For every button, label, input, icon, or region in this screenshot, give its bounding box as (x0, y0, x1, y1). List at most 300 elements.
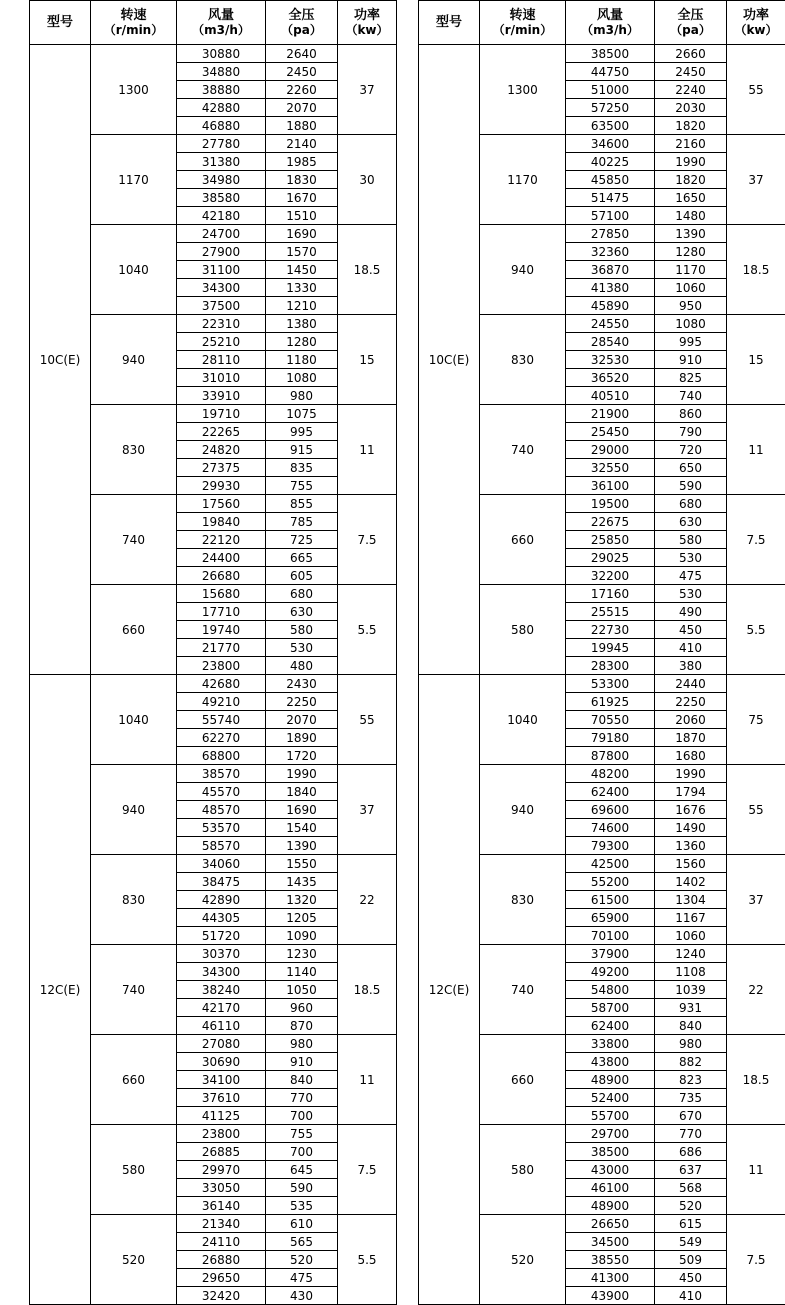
airflow-cell: 21900 (566, 405, 655, 423)
airflow-cell: 38580 (177, 189, 266, 207)
airflow-cell: 19945 (566, 639, 655, 657)
pressure-cell: 1880 (266, 117, 338, 135)
pressure-cell: 2070 (266, 99, 338, 117)
airflow-cell: 29970 (177, 1161, 266, 1179)
pressure-cell: 1650 (655, 189, 727, 207)
airflow-cell: 57250 (566, 99, 655, 117)
pressure-cell: 755 (266, 477, 338, 495)
airflow-cell: 34100 (177, 1071, 266, 1089)
pressure-cell: 1205 (266, 909, 338, 927)
model-name-cell: 10C(E) (30, 45, 91, 675)
airflow-cell: 26680 (177, 567, 266, 585)
pressure-cell: 2440 (655, 675, 727, 693)
power-cell: 11 (338, 405, 397, 495)
pressure-cell: 1360 (655, 837, 727, 855)
power-cell: 7.5 (338, 1125, 397, 1215)
pressure-cell: 1090 (266, 927, 338, 945)
pressure-cell: 535 (266, 1197, 338, 1215)
airflow-cell: 32550 (566, 459, 655, 477)
airflow-cell: 58700 (566, 999, 655, 1017)
airflow-cell: 19710 (177, 405, 266, 423)
table-row (30, 45, 397, 63)
airflow-cell: 36870 (566, 261, 655, 279)
pressure-cell: 1720 (266, 747, 338, 765)
pressure-cell: 700 (266, 1107, 338, 1125)
power-cell: 7.5 (727, 1215, 785, 1305)
pressure-cell: 1690 (266, 225, 338, 243)
airflow-cell: 27375 (177, 459, 266, 477)
pressure-cell: 1990 (266, 765, 338, 783)
pressure-cell: 980 (266, 1035, 338, 1053)
pressure-cell: 980 (655, 1035, 727, 1053)
speed-cell: 660 (480, 1035, 566, 1125)
pressure-cell: 680 (655, 495, 727, 513)
pressure-cell: 590 (655, 477, 727, 495)
airflow-cell: 46100 (566, 1179, 655, 1197)
power-cell: 11 (727, 405, 785, 495)
airflow-cell: 24820 (177, 441, 266, 459)
pressure-cell: 1390 (655, 225, 727, 243)
pressure-cell: 931 (655, 999, 727, 1017)
pressure-cell: 1380 (266, 315, 338, 333)
airflow-cell: 28110 (177, 351, 266, 369)
airflow-cell: 42880 (177, 99, 266, 117)
speed-cell: 940 (480, 765, 566, 855)
pressure-cell: 1540 (266, 819, 338, 837)
model-name-cell: 12C(E) (419, 675, 480, 1305)
airflow-cell: 22120 (177, 531, 266, 549)
airflow-cell: 33910 (177, 387, 266, 405)
airflow-cell: 22730 (566, 621, 655, 639)
pressure-cell: 568 (655, 1179, 727, 1197)
pressure-cell: 1840 (266, 783, 338, 801)
pressure-cell: 530 (655, 585, 727, 603)
airflow-cell: 43900 (566, 1287, 655, 1305)
pressure-cell: 2430 (266, 675, 338, 693)
speed-cell: 660 (91, 585, 177, 675)
pressure-cell: 410 (655, 1287, 727, 1305)
airflow-cell: 32200 (566, 567, 655, 585)
power-cell: 5.5 (338, 585, 397, 675)
airflow-cell: 24700 (177, 225, 266, 243)
pressure-cell: 1180 (266, 351, 338, 369)
airflow-cell: 22675 (566, 513, 655, 531)
pressure-cell: 645 (266, 1161, 338, 1179)
speed-cell: 1040 (91, 675, 177, 765)
pressure-cell: 825 (655, 369, 727, 387)
airflow-cell: 32360 (566, 243, 655, 261)
airflow-cell: 57100 (566, 207, 655, 225)
pressure-cell: 915 (266, 441, 338, 459)
airflow-cell: 51000 (566, 81, 655, 99)
airflow-cell: 43000 (566, 1161, 655, 1179)
airflow-cell: 48570 (177, 801, 266, 819)
pressure-cell: 950 (655, 297, 727, 315)
pressure-cell: 725 (266, 531, 338, 549)
airflow-cell: 28300 (566, 657, 655, 675)
airflow-cell: 17560 (177, 495, 266, 513)
pressure-cell: 2260 (266, 81, 338, 99)
header-model: 型号 (419, 1, 480, 45)
power-cell: 55 (727, 765, 785, 855)
pressure-cell: 2140 (266, 135, 338, 153)
airflow-cell: 23800 (177, 1125, 266, 1143)
pressure-cell: 630 (266, 603, 338, 621)
airflow-cell: 25450 (566, 423, 655, 441)
airflow-cell: 27780 (177, 135, 266, 153)
airflow-cell: 79180 (566, 729, 655, 747)
airflow-cell: 29650 (177, 1269, 266, 1287)
airflow-cell: 69600 (566, 801, 655, 819)
pressure-cell: 910 (266, 1053, 338, 1071)
airflow-cell: 63500 (566, 117, 655, 135)
pressure-cell: 1402 (655, 873, 727, 891)
airflow-cell: 55700 (566, 1107, 655, 1125)
pressure-cell: 770 (266, 1089, 338, 1107)
pressure-cell: 2250 (655, 693, 727, 711)
pressure-cell: 1210 (266, 297, 338, 315)
airflow-cell: 37500 (177, 297, 266, 315)
airflow-cell: 45850 (566, 171, 655, 189)
airflow-cell: 38550 (566, 1251, 655, 1269)
pressure-cell: 1167 (655, 909, 727, 927)
pressure-cell: 790 (655, 423, 727, 441)
power-cell: 11 (727, 1125, 785, 1215)
header-row (419, 1, 785, 45)
airflow-cell: 24110 (177, 1233, 266, 1251)
speed-cell: 660 (480, 495, 566, 585)
airflow-cell: 34300 (177, 279, 266, 297)
pressure-cell: 770 (655, 1125, 727, 1143)
table-row (30, 675, 397, 693)
airflow-cell: 51720 (177, 927, 266, 945)
pressure-cell: 1480 (655, 207, 727, 225)
airflow-cell: 15680 (177, 585, 266, 603)
pressure-cell: 475 (266, 1269, 338, 1287)
airflow-cell: 41125 (177, 1107, 266, 1125)
airflow-cell: 24400 (177, 549, 266, 567)
power-cell: 5.5 (727, 585, 785, 675)
speed-cell: 580 (480, 585, 566, 675)
airflow-cell: 70100 (566, 927, 655, 945)
pressure-cell: 475 (655, 567, 727, 585)
speed-cell: 1040 (480, 675, 566, 765)
pressure-cell: 520 (266, 1251, 338, 1269)
power-cell: 37 (338, 765, 397, 855)
airflow-cell: 43800 (566, 1053, 655, 1071)
pressure-cell: 2060 (655, 711, 727, 729)
pressure-cell: 980 (266, 387, 338, 405)
airflow-cell: 42170 (177, 999, 266, 1017)
airflow-cell: 42890 (177, 891, 266, 909)
pressure-cell: 860 (655, 405, 727, 423)
airflow-cell: 23800 (177, 657, 266, 675)
pressure-cell: 882 (655, 1053, 727, 1071)
table-row (419, 675, 785, 693)
airflow-cell: 70550 (566, 711, 655, 729)
pressure-cell: 1670 (266, 189, 338, 207)
pressure-cell: 1985 (266, 153, 338, 171)
header-speed: 转速 （r/min） (91, 1, 177, 45)
pressure-cell: 1060 (655, 927, 727, 945)
pressure-cell: 650 (655, 459, 727, 477)
pressure-cell: 1690 (266, 801, 338, 819)
pressure-cell: 840 (266, 1071, 338, 1089)
pressure-cell: 785 (266, 513, 338, 531)
power-cell: 5.5 (338, 1215, 397, 1305)
airflow-cell: 34600 (566, 135, 655, 153)
pressure-cell: 530 (655, 549, 727, 567)
speed-cell: 830 (480, 855, 566, 945)
speed-cell: 1170 (480, 135, 566, 225)
airflow-cell: 38500 (566, 1143, 655, 1161)
airflow-cell: 32420 (177, 1287, 266, 1305)
airflow-cell: 36520 (566, 369, 655, 387)
pressure-cell: 530 (266, 639, 338, 657)
pressure-cell: 910 (655, 351, 727, 369)
header-flow: 风量 （m3/h） (566, 1, 655, 45)
pressure-cell: 1820 (655, 117, 727, 135)
speed-cell: 740 (480, 945, 566, 1035)
pressure-cell: 1990 (655, 765, 727, 783)
airflow-cell: 42680 (177, 675, 266, 693)
airflow-cell: 38570 (177, 765, 266, 783)
pressure-cell: 670 (655, 1107, 727, 1125)
airflow-cell: 29000 (566, 441, 655, 459)
airflow-cell: 31380 (177, 153, 266, 171)
airflow-cell: 19500 (566, 495, 655, 513)
airflow-cell: 45570 (177, 783, 266, 801)
power-cell: 37 (727, 135, 785, 225)
airflow-cell: 30880 (177, 45, 266, 63)
airflow-cell: 49210 (177, 693, 266, 711)
airflow-cell: 40510 (566, 387, 655, 405)
airflow-cell: 36140 (177, 1197, 266, 1215)
airflow-cell: 34880 (177, 63, 266, 81)
pressure-cell: 1676 (655, 801, 727, 819)
pressure-cell: 450 (655, 621, 727, 639)
airflow-cell: 17160 (566, 585, 655, 603)
airflow-cell: 34500 (566, 1233, 655, 1251)
airflow-cell: 58570 (177, 837, 266, 855)
speed-cell: 740 (91, 495, 177, 585)
airflow-cell: 46880 (177, 117, 266, 135)
speed-cell: 1170 (91, 135, 177, 225)
speed-cell: 660 (91, 1035, 177, 1125)
pressure-cell: 2030 (655, 99, 727, 117)
pressure-cell: 1890 (266, 729, 338, 747)
power-cell: 7.5 (727, 495, 785, 585)
pressure-cell: 1050 (266, 981, 338, 999)
airflow-cell: 26885 (177, 1143, 266, 1161)
pressure-cell: 1510 (266, 207, 338, 225)
airflow-cell: 42500 (566, 855, 655, 873)
airflow-cell: 48200 (566, 765, 655, 783)
speed-cell: 740 (480, 405, 566, 495)
pressure-cell: 410 (655, 639, 727, 657)
table-body (30, 45, 397, 1305)
speed-cell: 940 (480, 225, 566, 315)
airflow-cell: 49200 (566, 963, 655, 981)
pressure-cell: 610 (266, 1215, 338, 1233)
airflow-cell: 40225 (566, 153, 655, 171)
pressure-cell: 1240 (655, 945, 727, 963)
airflow-cell: 22310 (177, 315, 266, 333)
pressure-cell: 2640 (266, 45, 338, 63)
pressure-cell: 1060 (655, 279, 727, 297)
pressure-cell: 1080 (266, 369, 338, 387)
airflow-cell: 61925 (566, 693, 655, 711)
pressure-cell: 1108 (655, 963, 727, 981)
airflow-cell: 74600 (566, 819, 655, 837)
airflow-cell: 37610 (177, 1089, 266, 1107)
airflow-cell: 87800 (566, 747, 655, 765)
airflow-cell: 31100 (177, 261, 266, 279)
speed-cell: 830 (480, 315, 566, 405)
airflow-cell: 65900 (566, 909, 655, 927)
airflow-cell: 26650 (566, 1215, 655, 1233)
pressure-cell: 615 (655, 1215, 727, 1233)
airflow-cell: 51475 (566, 189, 655, 207)
airflow-cell: 33800 (566, 1035, 655, 1053)
airflow-cell: 53570 (177, 819, 266, 837)
airflow-cell: 55740 (177, 711, 266, 729)
pressure-cell: 1830 (266, 171, 338, 189)
pressure-cell: 1080 (655, 315, 727, 333)
pressure-cell: 480 (266, 657, 338, 675)
airflow-cell: 53300 (566, 675, 655, 693)
airflow-cell: 44305 (177, 909, 266, 927)
airflow-cell: 38500 (566, 45, 655, 63)
pressure-cell: 665 (266, 549, 338, 567)
airflow-cell: 22265 (177, 423, 266, 441)
airflow-cell: 54800 (566, 981, 655, 999)
power-cell: 18.5 (338, 945, 397, 1035)
pressure-cell: 835 (266, 459, 338, 477)
airflow-cell: 55200 (566, 873, 655, 891)
pressure-cell: 637 (655, 1161, 727, 1179)
pressure-cell: 1560 (655, 855, 727, 873)
airflow-cell: 21340 (177, 1215, 266, 1233)
header-power: 功率 （kw） (338, 1, 397, 45)
power-cell: 37 (338, 45, 397, 135)
airflow-cell: 38880 (177, 81, 266, 99)
airflow-cell: 29025 (566, 549, 655, 567)
airflow-cell: 34980 (177, 171, 266, 189)
header-row (30, 1, 397, 45)
pressure-cell: 870 (266, 1017, 338, 1035)
header-model: 型号 (30, 1, 91, 45)
fan-performance-table-right (418, 0, 785, 1305)
speed-cell: 830 (91, 405, 177, 495)
pressure-cell: 1680 (655, 747, 727, 765)
pressure-cell: 630 (655, 513, 727, 531)
power-cell: 22 (727, 945, 785, 1035)
airflow-cell: 17710 (177, 603, 266, 621)
power-cell: 11 (338, 1035, 397, 1125)
pressure-cell: 1794 (655, 783, 727, 801)
pressure-cell: 700 (266, 1143, 338, 1161)
table-body (419, 45, 785, 1305)
airflow-cell: 21770 (177, 639, 266, 657)
pressure-cell: 1870 (655, 729, 727, 747)
pressure-cell: 1820 (655, 171, 727, 189)
airflow-cell: 28540 (566, 333, 655, 351)
power-cell: 18.5 (727, 1035, 785, 1125)
pressure-cell: 520 (655, 1197, 727, 1215)
pressure-cell: 1280 (655, 243, 727, 261)
airflow-cell: 38240 (177, 981, 266, 999)
header-pressure: 全压 （pa） (266, 1, 338, 45)
airflow-cell: 27900 (177, 243, 266, 261)
pressure-cell: 2250 (266, 693, 338, 711)
pressure-cell: 580 (655, 531, 727, 549)
airflow-cell: 62270 (177, 729, 266, 747)
pressure-cell: 2660 (655, 45, 727, 63)
pressure-cell: 995 (655, 333, 727, 351)
power-cell: 30 (338, 135, 397, 225)
airflow-cell: 79300 (566, 837, 655, 855)
pressure-cell: 1230 (266, 945, 338, 963)
airflow-cell: 25515 (566, 603, 655, 621)
airflow-cell: 52400 (566, 1089, 655, 1107)
airflow-cell: 45890 (566, 297, 655, 315)
airflow-cell: 68800 (177, 747, 266, 765)
airflow-cell: 42180 (177, 207, 266, 225)
airflow-cell: 34300 (177, 963, 266, 981)
pressure-cell: 735 (655, 1089, 727, 1107)
pressure-cell: 686 (655, 1143, 727, 1161)
pressure-cell: 605 (266, 567, 338, 585)
pressure-cell: 1490 (655, 819, 727, 837)
pressure-cell: 740 (655, 387, 727, 405)
pressure-cell: 430 (266, 1287, 338, 1305)
pressure-cell: 1075 (266, 405, 338, 423)
table-row (419, 45, 785, 63)
speed-cell: 830 (91, 855, 177, 945)
power-cell: 55 (727, 45, 785, 135)
pressure-cell: 1390 (266, 837, 338, 855)
airflow-cell: 48900 (566, 1197, 655, 1215)
airflow-cell: 33050 (177, 1179, 266, 1197)
airflow-cell: 30690 (177, 1053, 266, 1071)
airflow-cell: 27080 (177, 1035, 266, 1053)
pressure-cell: 1280 (266, 333, 338, 351)
pressure-cell: 1435 (266, 873, 338, 891)
airflow-cell: 41300 (566, 1269, 655, 1287)
pressure-cell: 1990 (655, 153, 727, 171)
power-cell: 22 (338, 855, 397, 945)
power-cell: 75 (727, 675, 785, 765)
pressure-cell: 960 (266, 999, 338, 1017)
power-cell: 55 (338, 675, 397, 765)
pressure-cell: 590 (266, 1179, 338, 1197)
airflow-cell: 30370 (177, 945, 266, 963)
pressure-cell: 580 (266, 621, 338, 639)
speed-cell: 580 (480, 1125, 566, 1215)
pressure-cell: 2450 (655, 63, 727, 81)
airflow-cell: 26880 (177, 1251, 266, 1269)
airflow-cell: 48900 (566, 1071, 655, 1089)
pressure-cell: 1320 (266, 891, 338, 909)
pressure-cell: 680 (266, 585, 338, 603)
speed-cell: 1300 (480, 45, 566, 135)
power-cell: 15 (727, 315, 785, 405)
header-flow: 风量 （m3/h） (177, 1, 266, 45)
airflow-cell: 62400 (566, 1017, 655, 1035)
pressure-cell: 1140 (266, 963, 338, 981)
airflow-cell: 27850 (566, 225, 655, 243)
